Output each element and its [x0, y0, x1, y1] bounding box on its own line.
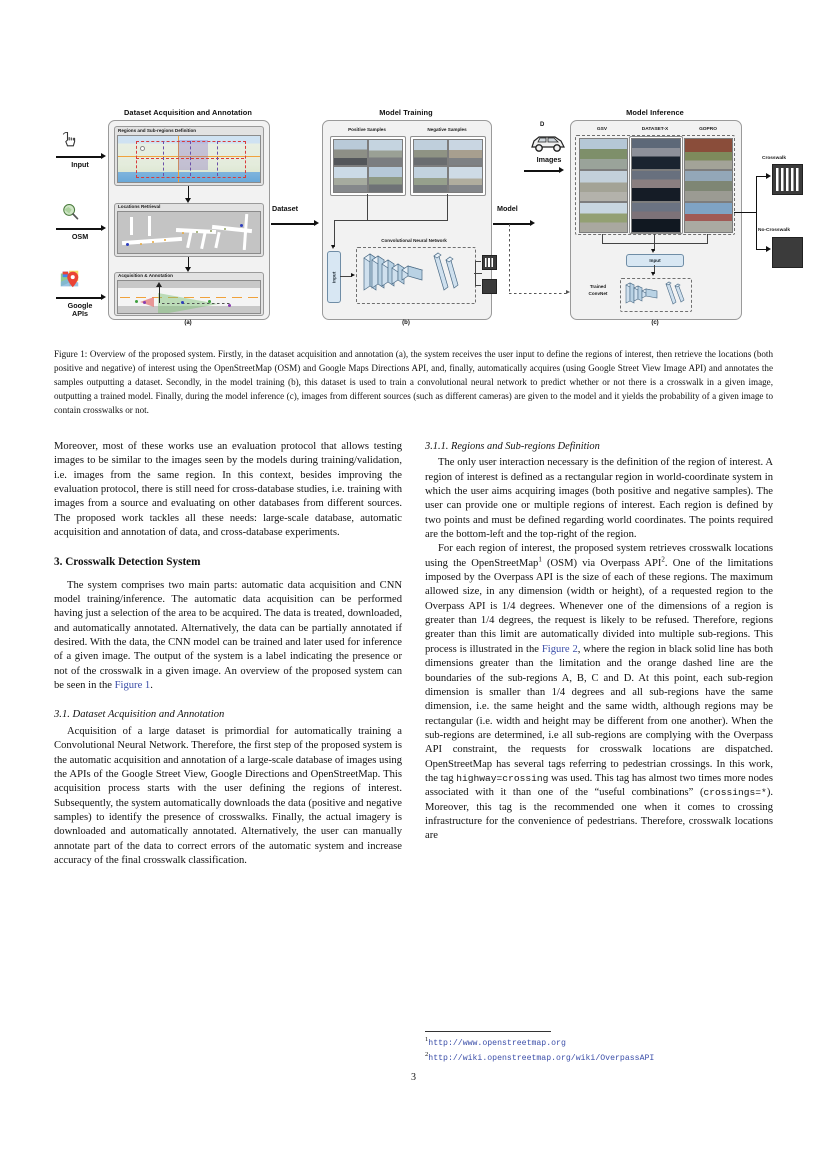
panel-a-caption: (a): [184, 320, 192, 326]
google-apis-arrow-line: [56, 297, 102, 299]
right-column: [425, 440, 773, 844]
annotation-street-image: [117, 280, 261, 314]
footnote-1: [425, 1036, 773, 1051]
gopro-thumb-2: [684, 170, 733, 202]
negative-samples-label: Negative Samples: [427, 127, 467, 132]
para2-part-a: For each region of interest, the proposed system retrieves crosswalk locations using the OpenStreetMap: [425, 543, 773, 569]
positive-thumb-2: [368, 139, 403, 166]
input-arrow-head: [101, 153, 106, 159]
gopro-thumb-1: [684, 138, 733, 170]
para2-part-d: , where the region in black solid line has both dimensions greater than the limitation and the orange dashed line are the boundaries of the sub-regions A, B, C and D. At this point, each sub-region dimension is smaller than 1/4 degrees and all sub-regions have the same dimension, i.e. the same height and the same width, although regions may be rectangular (i.e. width and height may be different from one another). When the sub-regions are determined, i.e all sub-regions are complying with the Overpass API constraint, the requests for crosswalk locations are dispatched. OpenStreetMap has several tags referring to pedestrian crossings. In this work, the tag: [425, 643, 773, 784]
dataset-arrow-line: [271, 223, 315, 225]
regions-map-image: [117, 135, 261, 183]
footnotes-block: [425, 1036, 773, 1065]
images-arrow-head: [559, 167, 564, 173]
google-maps-pin-icon: [59, 268, 81, 290]
left-column: [54, 440, 402, 868]
figure-2-link[interactable]: Figure 2: [541, 643, 578, 655]
para2-part-b: (OSM) via Overpass API: [541, 557, 662, 569]
annotation-subpanel-label: Acquisition & Annotation: [118, 273, 173, 278]
hand-pointer-icon: [60, 130, 80, 150]
negative-thumb-4: [448, 166, 483, 193]
osm-arrow-head: [101, 225, 106, 231]
gsv-thumb-2: [579, 170, 628, 202]
negative-thumb-1: [413, 139, 448, 166]
gsv-thumb-1: [579, 138, 628, 170]
footnote-1-url[interactable]: http://www.openstreetmap.org: [428, 1039, 566, 1048]
para2-part-c: . One of the limitations imposed by the Overpass API is the size of each of these regions. The maximum allowed size, in any dimension (width or height), of a requested region to the Overpass API is 1/4 degrees. Whenever one of the dimensions of a region is greater than 1/4 degrees, the request is likely to be refused. Therefore, regions greater than this limit are automatically divided into multiple sub-regions. This process is illustrated in the: [425, 557, 773, 655]
output-label-no-crosswalk: No-Crosswalk: [758, 228, 790, 233]
panel-a-title: Dataset Acquisition and Annotation: [123, 108, 253, 117]
google-apis-label-line2: APIs: [72, 309, 88, 318]
panel-c-input-chip: Input: [626, 254, 684, 267]
panel-c-title: Model Inference: [626, 108, 684, 117]
dataset-arrow-label: Dataset: [272, 204, 298, 213]
footnote-2-mark: 2: [425, 1050, 429, 1058]
figure-1-link[interactable]: Figure 1: [114, 680, 151, 692]
output-no-crosswalk-icon: [772, 237, 803, 268]
gsv-thumb-3: [579, 202, 628, 233]
para2-part-f: ). Moreover, this tag is the recommended one when it comes to crossing infrastructure for the convenience of pedestrians. Therefore, crosswalk locations are: [425, 787, 773, 842]
negative-thumb-2: [448, 139, 483, 166]
panel-b-caption: (b): [402, 320, 410, 326]
panel-b-title: Model Training: [379, 108, 433, 117]
panel-b-input-chip: Input: [327, 251, 341, 303]
section-3-paragraph: [54, 579, 402, 694]
figure-1: [54, 108, 790, 333]
input-label: Input: [71, 160, 89, 169]
footnote-2-url[interactable]: http://wiki.openstreetmap.org/wiki/OverpassAPI: [428, 1053, 655, 1063]
negative-thumb-3: [413, 166, 448, 193]
google-apis-label-line1: Google: [67, 301, 93, 310]
model-arrow-head: [530, 220, 535, 226]
footnote-ref-2[interactable]: 2: [661, 555, 665, 564]
locations-map-image: [117, 211, 261, 254]
section-3-1-1-paragraph-2: [425, 542, 773, 843]
dataset-x-thumb-2: [631, 170, 681, 202]
para2-part-e: was used. This tag has almost two times more nodes associated with it than one of the “useful combinations” (: [425, 772, 773, 799]
osm-magnifier-icon: [60, 202, 80, 222]
left-continued-paragraph: Moreover, most of these works use an evaluation protocol that allows testing images to be similar to the images seen by the models during training/validation, i.e. images from the same region. In this context, besides improving the evaluation protocol, there is still need for cross-database studies, i.e. training with images from a source and evaluating on other databases from different sources. The proposed work tackles all these needs: large-scale database, automatic acquisition and annotation of data, and cross-database experiments.: [54, 441, 402, 539]
osm-arrow-line: [56, 228, 102, 230]
figure-1-canvas: [54, 108, 790, 333]
output-label-crosswalk: Crosswalk: [762, 156, 786, 161]
footnote-ref-1[interactable]: 1: [538, 555, 542, 564]
heading-section-3-1: 3.1. Dataset Acquisition and Annotation: [54, 708, 225, 720]
trained-convnet-label-line1: Trained: [589, 284, 607, 289]
google-apis-arrow-head: [101, 294, 106, 300]
footnote-separator: [425, 1031, 551, 1032]
heading-section-3: 3. Crosswalk Detection System: [54, 556, 201, 569]
section-3-1-paragraph: Acquisition of a large dataset is primordial for automatically training a Convolutional Neural Network. Therefore, the first step of the proposed system is the automatic acquisition and annotation of a large-scale database of images using the APIs of the Google Street View, Google Directions and OpenStreetMap. This acquisition process starts with the user defining the regions of interest. Subsequently, the system automatically downloads the data (positive and negative samples) to identify the presence of crosswalks. Finally, the actual imagery is downloaded and automatically annotated. Alternatively, the user can manually annotate part of the data to correct errors of the automatic system and increase accuracy of the final crosswalk classification.: [54, 725, 402, 866]
input-arrow-line: [56, 156, 102, 158]
positive-thumb-4: [368, 166, 403, 193]
footnote-1-mark: 1: [425, 1036, 429, 1044]
output-crosswalk-icon: [772, 164, 803, 195]
regions-subpanel-label: Regions and Sub-regions Definition: [118, 128, 197, 133]
positive-thumb-3: [333, 166, 368, 193]
positive-thumb-1: [333, 139, 368, 166]
images-arrow-label: Images: [536, 155, 562, 164]
panel-b-output-no-crosswalk: [482, 279, 497, 294]
footnote-2: [425, 1051, 773, 1066]
osm-tag-crossings: crossings=*: [703, 787, 767, 799]
source-label-dataset-x: DATASET-X: [641, 127, 669, 132]
section-3-text: The system comprises two main parts: automatic data acquisition and CNN model training/inference. The automatic data acquisition can be performed having just a selection of the area to be acquired. The data is treated, downloaded, and automatically annotated. Alternatively, the data can be partially annotated if desired. With the data, the CNN model can be trained and later used for inference of a given image. The output of the system is a label indicating the presence or not of the crosswalk in a given image. An overview of the proposed system can be seen in the: [54, 579, 402, 692]
vehicle-badge-label: D: [540, 122, 545, 128]
figure-caption: Figure 1: Overview of the proposed system. Firstly, in the dataset acquisition and annotation (a), the system receives the user input to define the regions of interest, then retrieve the locations (both positive and negative) of interest using the OpenStreetMap (OSM) and Google Maps Directions API, and, finally, automatically acquires (using Google Street View Image API) and annotates the samples outputting a dataset. Secondly, in the model training (b), this dataset is used to train a convolutional neural network to predict whether or not there is a crosswalk in a given image, outputting a trained model. Finally, during the model inference (c), images from different sources (such as different cameras) are given to the model and it yields the probability of a given image to contain crosswalks or not.: [54, 349, 773, 416]
images-arrow-line: [524, 170, 560, 172]
gopro-thumb-3: [684, 202, 733, 233]
heading-section-3-1-1: 3.1.1. Regions and Sub-regions Definition: [425, 441, 600, 452]
section-3-1-1-paragraph-1: The only user interaction necessary is the definition of the region of interest. A region of interest is defined as a rectangular region in world-coordinate system in which the user aims acquiring images (both positive and negative samples). The user can provide one or multiple regions of interest. Each region is defined by two points and must be defined regarding world coordinates. The points required are the bottom-left and the top-right of the region.: [425, 457, 773, 541]
locations-subpanel-label: Locations Retrieval: [118, 204, 161, 209]
osm-tag-highway-crossing: highway=crossing: [456, 772, 549, 784]
panel-c-caption: (c): [651, 320, 659, 326]
positive-samples-label: Positive Samples: [348, 127, 386, 132]
panel-b-output-crosswalk: [482, 255, 497, 270]
source-label-gopro: GOPRO: [699, 127, 717, 132]
camera-vehicle-icon: [528, 130, 568, 154]
model-arrow-line: [493, 223, 531, 225]
trained-convnet-icon: [622, 280, 688, 308]
source-label-gsv: GSV: [596, 127, 608, 132]
model-arrow-label: Model: [497, 204, 518, 213]
osm-label: OSM: [71, 232, 89, 241]
section-3-text-end: .: [150, 680, 153, 692]
dataset-x-thumb-1: [631, 138, 681, 170]
dataset-arrow-head: [314, 220, 319, 226]
dataset-x-thumb-3: [631, 202, 681, 233]
cnn-label: Convolutional Neural Network: [381, 238, 447, 243]
trained-convnet-label-line2: ConvNet: [588, 291, 608, 296]
cnn-architecture-icon: [358, 250, 470, 300]
page-number: 3: [411, 1072, 416, 1083]
